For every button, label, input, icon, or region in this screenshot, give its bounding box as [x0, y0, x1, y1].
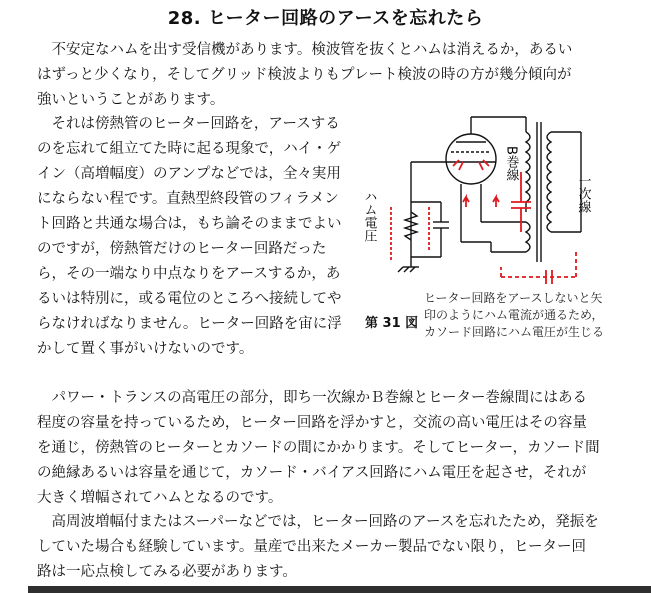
bottom-scrollbar[interactable] — [28, 586, 651, 593]
figure-caption: ヒーター回路をアースしないと矢印のようにハム電流が通るため，カソード回路にハム電圧が生じる — [424, 291, 605, 339]
paragraph-4: 高周波増幅付またはスーパーなどでは，ヒーター回路のアースを忘れたため，発振をしていた場合も経験しています。量産で出来たメーカー製品でない限り，ヒーター回路は一応点検してみる必要があります。 — [37, 514, 599, 580]
paragraph-3: パワー・トランスの高電圧の部分，即ち一次線かＢ巻線とヒーター巻線間にはある程度の容量を持っているため，ヒーター回路を浮かすと，交流の高い電圧はその容量を通じ，傍熱管のヒーターとカソードの間にかかります。そしてヒーター，カソード間の絶縁あるいは容量を通じて，カソード・バイアス回路にハム電圧を起させ，それが大きく増幅されてハムとなるのです。 — [37, 390, 600, 506]
figure-number: 第 31 図 — [365, 316, 419, 331]
paragraph-2: それは傍熱管のヒーター回路を，アースするのを忘れて組立てた時に起る現象で，ハイ・ゲイン（高増幅度）のアンプなどでは，全々実用にならない程です。直熱型終段管のフィラメント回路と共通な場合は，もち論そのままでよいのですが，傍熱管だけのヒーター回路だったら，その一端なり中点なりをアースするか，あるいは特別に，或る電位のところへ接続してやらなければなりません。ヒーター回路を宙に浮かして置く事がいけないのです。 — [37, 116, 342, 357]
section-title: 28. ヒーター回路のアースを忘れたら — [167, 8, 484, 29]
hum-voltage-label: ハム電圧 — [361, 190, 377, 242]
primary-label: 一次線 — [575, 174, 591, 213]
paragraph-1: 不安定なハムを出す受信機があります。検波管を抜くとハムは消えるか，あるいはずっと少くなり，そしてグリッド検波よりもプレート検波の時の方が幾分傾向が強いということがあります。 — [37, 42, 573, 108]
primary-coil — [547, 132, 551, 232]
b-winding-label: B巻線 — [503, 146, 519, 181]
b-winding-coil — [526, 132, 530, 202]
